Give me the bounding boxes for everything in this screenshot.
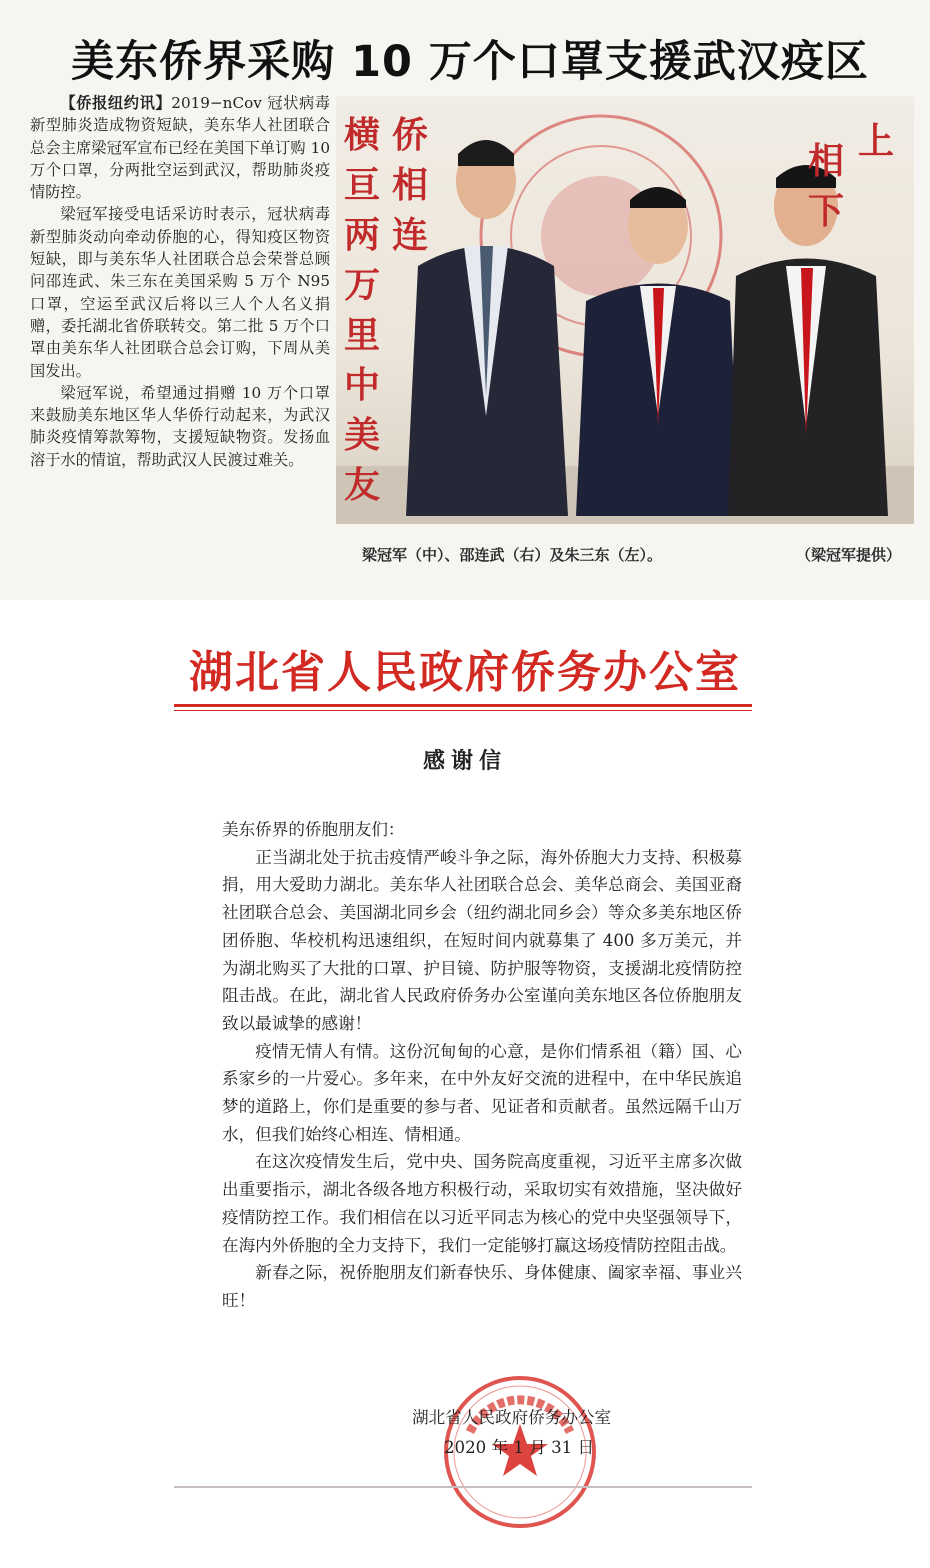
letterhead: 湖北省人民政府侨务办公室 xyxy=(189,647,741,698)
banner-char: 连 xyxy=(391,214,428,256)
news-photo xyxy=(336,96,914,524)
banner-char: 友 xyxy=(343,464,380,506)
banner-left-outer xyxy=(342,110,382,510)
banner-char: 横 xyxy=(343,114,380,156)
article-paragraph-2: 梁冠军接受电话采访时表示，冠状病毒新型肺炎动向牵动侨胞的心，得知疫区物资短缺，即与美东华人社团联合总会荣誉总顾问邵连武、朱三东在美国采购 5 万个 N95 口罩，空运至武汉后将以三人个人名义捐赠，委托湖北省侨联转交。第二批 5 万个口罩由美东华人社团联合总会订购，下周从美国发出。 xyxy=(30,205,330,380)
letter-body xyxy=(222,816,742,1315)
banner-char: 相 xyxy=(807,140,844,182)
letter-paragraph-2: 疫情无情人有情。这份沉甸甸的心意，是你们情系祖（籍）国、心系家乡的一片爱心。多年来，在中外友好交流的进程中，在中华民族追梦的道路上，你们是重要的参与者、见证者和贡献者。虽然远隔千山万水，但我们始终心相连、情相通。 xyxy=(222,1041,742,1144)
newspaper-clipping xyxy=(0,0,930,600)
banner-char: 相 xyxy=(391,164,428,206)
letter-signer: 湖北省人民政府侨务办公室 xyxy=(412,1408,612,1427)
banner-char: 两 xyxy=(343,214,380,256)
banner-left-inner xyxy=(390,110,430,260)
photo-credit: （梁冠军提供） xyxy=(796,546,902,564)
letter-date: 2020 年 1 月 31 日 xyxy=(444,1438,595,1457)
letterhead-rule-thick xyxy=(174,704,752,707)
person-left xyxy=(406,140,568,516)
banner-char: 美 xyxy=(343,414,380,456)
banner-char: 下 xyxy=(807,190,844,232)
banner-char: 亘 xyxy=(343,164,380,206)
letter-paragraph-3: 在这次疫情发生后，党中央、国务院高度重视，习近平主席多次做出重要指示，湖北各级各地方积极行动，采取切实有效措施，坚决做好疫情防控工作。我们相信在以习近平同志为核心的党中央坚强领导下，在海内外侨胞的全力支持下，我们一定能够打赢这场疫情防控阻击战。 xyxy=(222,1152,742,1255)
article-paragraph-1: 【侨报纽约讯】2019−nCov 冠状病毒新型肺炎造成物资短缺，美东华人社团联合总会主席梁冠军宣布已经在美国下单订购 10 万个口罩，分两批空运到武汉，帮助肺炎疫情防控。 xyxy=(30,94,330,202)
letter-salutation: 美东侨界的侨胞朋友们： xyxy=(222,820,405,839)
banner-char: 侨 xyxy=(391,114,428,156)
banner-char: 里 xyxy=(343,314,380,356)
letter-bottom-rule xyxy=(174,1486,752,1488)
photo-caption: 梁冠军（中）、邵连武（右）及朱三东（左）。 xyxy=(362,546,663,564)
banner-right-outer xyxy=(856,116,896,166)
clipping-headline: 美东侨界采购 10 万个口罩支援武汉疫区 xyxy=(71,37,869,87)
letterhead-rule-thin xyxy=(174,710,752,711)
banner-char: 万 xyxy=(343,264,380,306)
letter-paragraph-4: 新春之际，祝侨胞朋友们新春快乐、身体健康、阖家幸福、事业兴旺！ xyxy=(222,1263,742,1310)
banner-right-inner xyxy=(806,136,846,236)
banner-char: 上 xyxy=(857,120,894,162)
article-tag: 【侨报纽约讯】 xyxy=(60,94,172,112)
clipping-article xyxy=(30,92,330,471)
banner-char: 中 xyxy=(343,364,380,406)
letter-paragraph-1: 正当湖北处于抗击疫情严峻斗争之际，海外侨胞大力支持、积极募捐，用大爱助力湖北。美东华人社团联合总会、美华总商会、美国亚裔社团联合总会、美国湖北同乡会（纽约湖北同乡会）等众多美东地区侨团侨胞、华校机构迅速组织，在短时间内就募集了 400 多万美元，并为湖北购买了大批的口罩、护目镜、防护服等物资，支援湖北疫情防控阻击战。在此，湖北省人民政府侨务办公室谨向美东地区各位侨胞朋友致以最诚挚的感谢！ xyxy=(222,847,742,1033)
letter-title: 感谢信 xyxy=(422,749,507,774)
article-paragraph-3: 梁冠军说，希望通过捐赠 10 万个口罩来鼓励美东地区华人华侨行动起来，为武汉肺炎疫情筹款筹物，支援短缺物资。发扬血溶于水的情谊，帮助武汉人民渡过难关。 xyxy=(30,383,330,469)
